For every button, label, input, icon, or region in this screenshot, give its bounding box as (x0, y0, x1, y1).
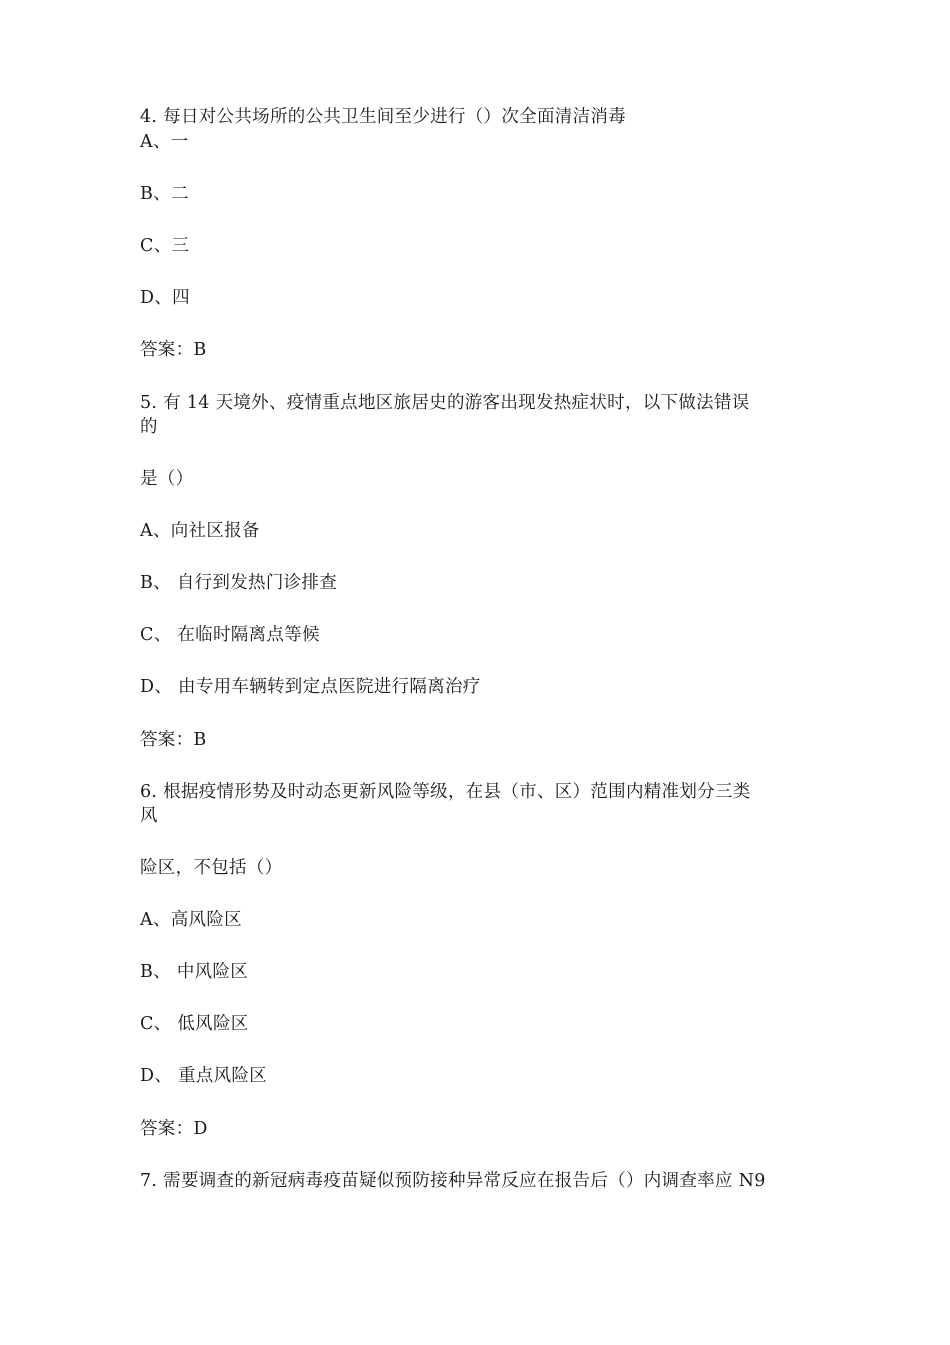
question-6-text-line1: 6. 根据疫情形势及时动态更新风险等级，在县（市、区）范围内精准划分三类 (140, 782, 751, 802)
question-4-text: 4. 每日对公共场所的公共卫生间至少进行（）次全面清洁消毒 (140, 107, 626, 127)
question-7-text: 7. 需要调查的新冠病毒疫苗疑似预防接种异常反应在报告后（）内调查率应 N9 (140, 1171, 766, 1191)
question-5-text-line2: 的 (140, 417, 158, 437)
question-6-option-b: B、 中风险区 (140, 962, 249, 982)
question-6-answer: 答案：D (140, 1119, 208, 1139)
question-6-text-line3: 险区，不包括（） (140, 858, 283, 878)
question-4-option-b: B、二 (140, 184, 189, 204)
question-5-option-a: A、向社区报备 (140, 521, 260, 541)
question-5-text-line1: 5. 有 14 天境外、疫情重点地区旅居史的游客出现发热症状时，以下做法错误 (140, 393, 750, 413)
question-5-option-b: B、 自行到发热门诊排查 (140, 573, 338, 593)
question-6-option-c: C、 低风险区 (140, 1014, 249, 1034)
question-5-text-line3: 是（） (140, 469, 194, 489)
question-4-option-d: D、四 (140, 288, 190, 308)
question-5-option-c: C、 在临时隔离点等候 (140, 625, 320, 645)
question-6-text-line2: 风 (140, 806, 158, 826)
question-6-option-d: D、 重点风险区 (140, 1066, 267, 1086)
question-4-answer: 答案：B (140, 340, 207, 360)
question-6-option-a: A、高风险区 (140, 910, 242, 930)
question-5-answer: 答案：B (140, 730, 207, 750)
question-5-option-d: D、 由专用车辆转到定点医院进行隔离治疗 (140, 677, 481, 697)
question-4-option-c: C、三 (140, 236, 190, 256)
question-4-option-a: A、一 (140, 132, 189, 152)
